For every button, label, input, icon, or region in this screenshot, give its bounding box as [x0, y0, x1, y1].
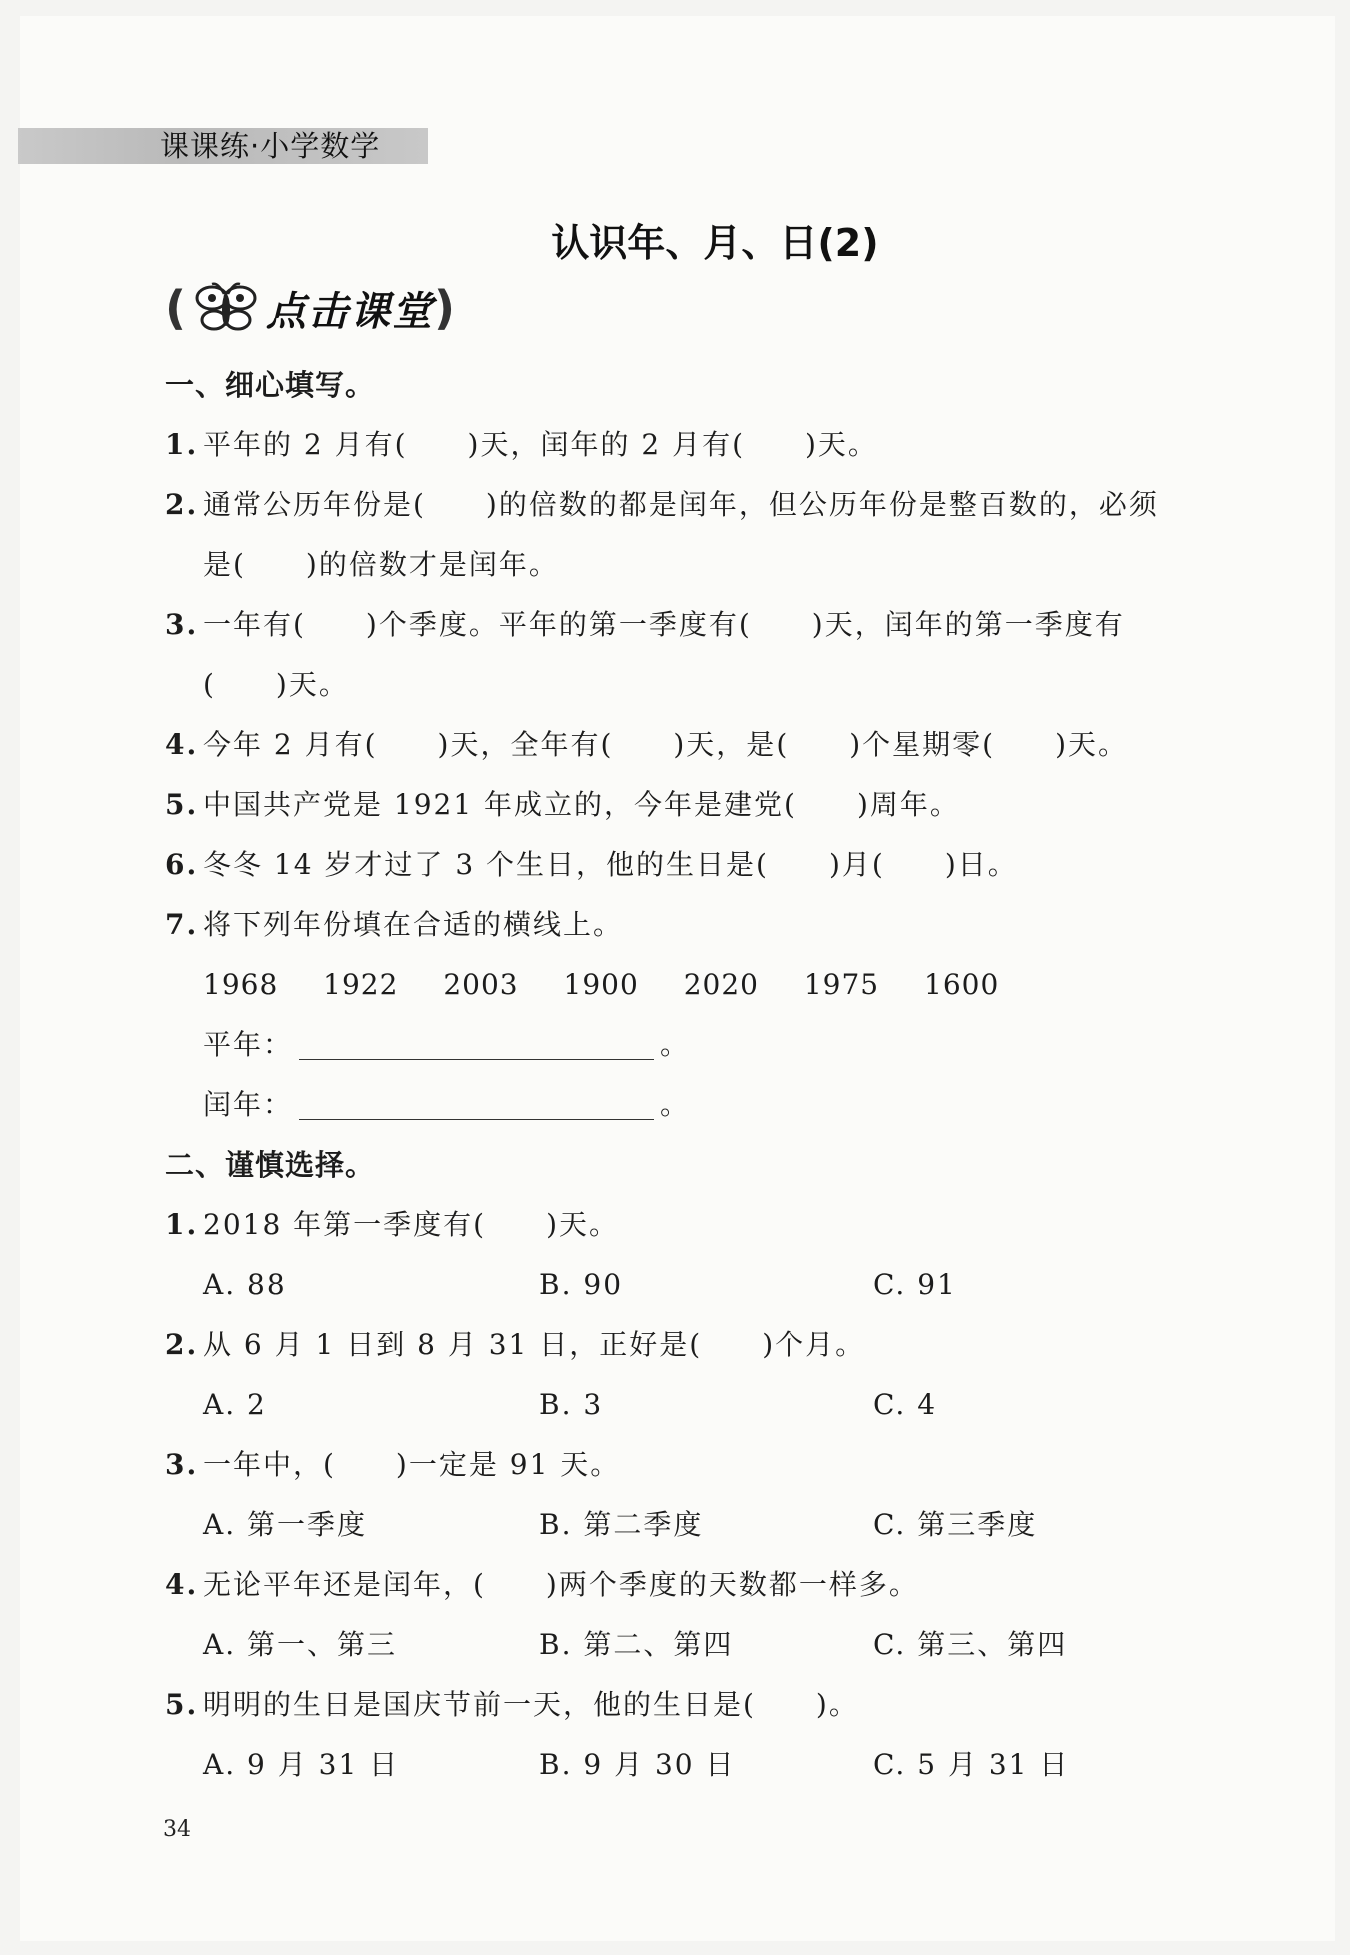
question-text: 冬冬 14 岁才过了 3 个生日，他的生日是( )月( )日。 [203, 848, 1018, 881]
page-number: 34 [163, 1817, 191, 1842]
question-text: 无论平年还是闰年，( )两个季度的天数都一样多。 [203, 1568, 919, 1601]
butterfly-icon [190, 280, 262, 336]
section2-title: 二、谨慎选择。 [165, 1148, 376, 1182]
question-text: 2018 年第一季度有( )天。 [203, 1208, 620, 1241]
option-a[interactable]: A. 第一季度 [203, 1508, 368, 1541]
leap-year-row [165, 1075, 1235, 1135]
section-banner [165, 280, 455, 336]
year-item: 2020 [683, 968, 759, 1001]
question-number: 6. [165, 848, 199, 881]
question-number: 7. [165, 908, 199, 941]
question-text: 一年中，( )一定是 91 天。 [203, 1448, 621, 1481]
leap-year-label: 闰年： [203, 1088, 294, 1121]
option-a[interactable]: A. 第一、第三 [203, 1628, 398, 1661]
question-number: 2. [165, 1328, 199, 1361]
question-text: 平年的 2 月有( )天，闰年的 2 月有( )天。 [203, 428, 878, 461]
year-item: 1975 [803, 968, 880, 1001]
option-b[interactable]: B. 9 月 30 日 [539, 1748, 736, 1781]
common-year-answer-line[interactable] [299, 1058, 654, 1060]
question-1-3 [165, 595, 1235, 655]
question-1-1 [165, 415, 1235, 475]
option-b[interactable]: B. 第二、第四 [539, 1628, 734, 1661]
option-b[interactable]: B. 3 [539, 1388, 604, 1421]
lesson-title: 认识年、月、日(2) [551, 221, 879, 265]
end-mark: 。 [660, 1028, 691, 1061]
question-2-5 [165, 1675, 1235, 1735]
question-2-2 [165, 1315, 1235, 1375]
question-text: 将下列年份填在合适的横线上。 [203, 908, 624, 941]
common-year-row [165, 1015, 1235, 1075]
common-year-label: 平年： [203, 1028, 294, 1061]
question-number: 2. [165, 488, 199, 521]
year-item: 1922 [323, 968, 399, 1001]
question-number: 1. [165, 428, 199, 461]
question-text: 通常公历年份是( )的倍数的都是闰年，但公历年份是整百数的，必须 [203, 488, 1159, 521]
worksheet-content [165, 355, 1235, 1795]
question-text: 今年 2 月有( )天，全年有( )天，是( )个星期零( )天。 [203, 728, 1129, 761]
question-1-2-cont: 是( )的倍数才是闰年。 [203, 548, 559, 581]
option-b[interactable]: B. 90 [539, 1268, 624, 1301]
option-c[interactable]: C. 第三、第四 [873, 1628, 1068, 1661]
section1-title: 一、细心填写。 [165, 368, 376, 402]
question-number: 4. [165, 728, 199, 761]
question-text: 明明的生日是国庆节前一天，他的生日是( )。 [203, 1688, 859, 1721]
question-number: 3. [165, 608, 199, 641]
end-mark: 。 [660, 1088, 691, 1121]
question-2-4 [165, 1555, 1235, 1615]
year-list [165, 955, 1235, 1015]
options-2-1 [165, 1255, 1235, 1315]
question-1-7 [165, 895, 1235, 955]
question-text: 从 6 月 1 日到 8 月 31 日，正好是( )个月。 [203, 1328, 866, 1361]
year-item: 1900 [563, 968, 639, 1001]
options-2-2 [165, 1375, 1235, 1435]
year-item: 1600 [924, 968, 1000, 1001]
option-a[interactable]: A. 88 [203, 1268, 287, 1301]
banner-label: 点击课堂 [266, 288, 435, 335]
option-b[interactable]: B. 第二季度 [539, 1508, 704, 1541]
option-a[interactable]: A. 2 [203, 1388, 267, 1421]
series-title: 课课练·小学数学 [160, 129, 381, 163]
question-number: 5. [165, 788, 199, 821]
question-text: 中国共产党是 1921 年成立的，今年是建党( )周年。 [203, 788, 960, 821]
question-1-4 [165, 715, 1235, 775]
question-2-3 [165, 1435, 1235, 1495]
options-2-4 [165, 1615, 1235, 1675]
question-number: 1. [165, 1208, 199, 1241]
options-2-3 [165, 1495, 1235, 1555]
question-1-2 [165, 475, 1235, 535]
question-1-6 [165, 835, 1235, 895]
question-number: 5. [165, 1688, 199, 1721]
option-c[interactable]: C. 4 [873, 1388, 938, 1421]
year-item: 2003 [443, 968, 519, 1001]
option-c[interactable]: C. 5 月 31 日 [873, 1748, 1070, 1781]
options-2-5 [165, 1735, 1235, 1795]
question-2-1 [165, 1195, 1235, 1255]
option-c[interactable]: C. 91 [873, 1268, 957, 1301]
banner-left-bracket: ( [165, 281, 187, 335]
question-1-3-cont: ( )天。 [203, 668, 349, 701]
option-a[interactable]: A. 9 月 31 日 [203, 1748, 400, 1781]
option-c[interactable]: C. 第三季度 [873, 1508, 1038, 1541]
question-text: 一年有( )个季度。平年的第一季度有( )天，闰年的第一季度有 [203, 608, 1125, 641]
question-1-5 [165, 775, 1235, 835]
leap-year-answer-line[interactable] [299, 1118, 654, 1120]
year-item: 1968 [203, 968, 279, 1001]
banner-right-bracket: ) [434, 281, 456, 335]
question-number: 4. [165, 1568, 199, 1601]
question-number: 3. [165, 1448, 199, 1481]
